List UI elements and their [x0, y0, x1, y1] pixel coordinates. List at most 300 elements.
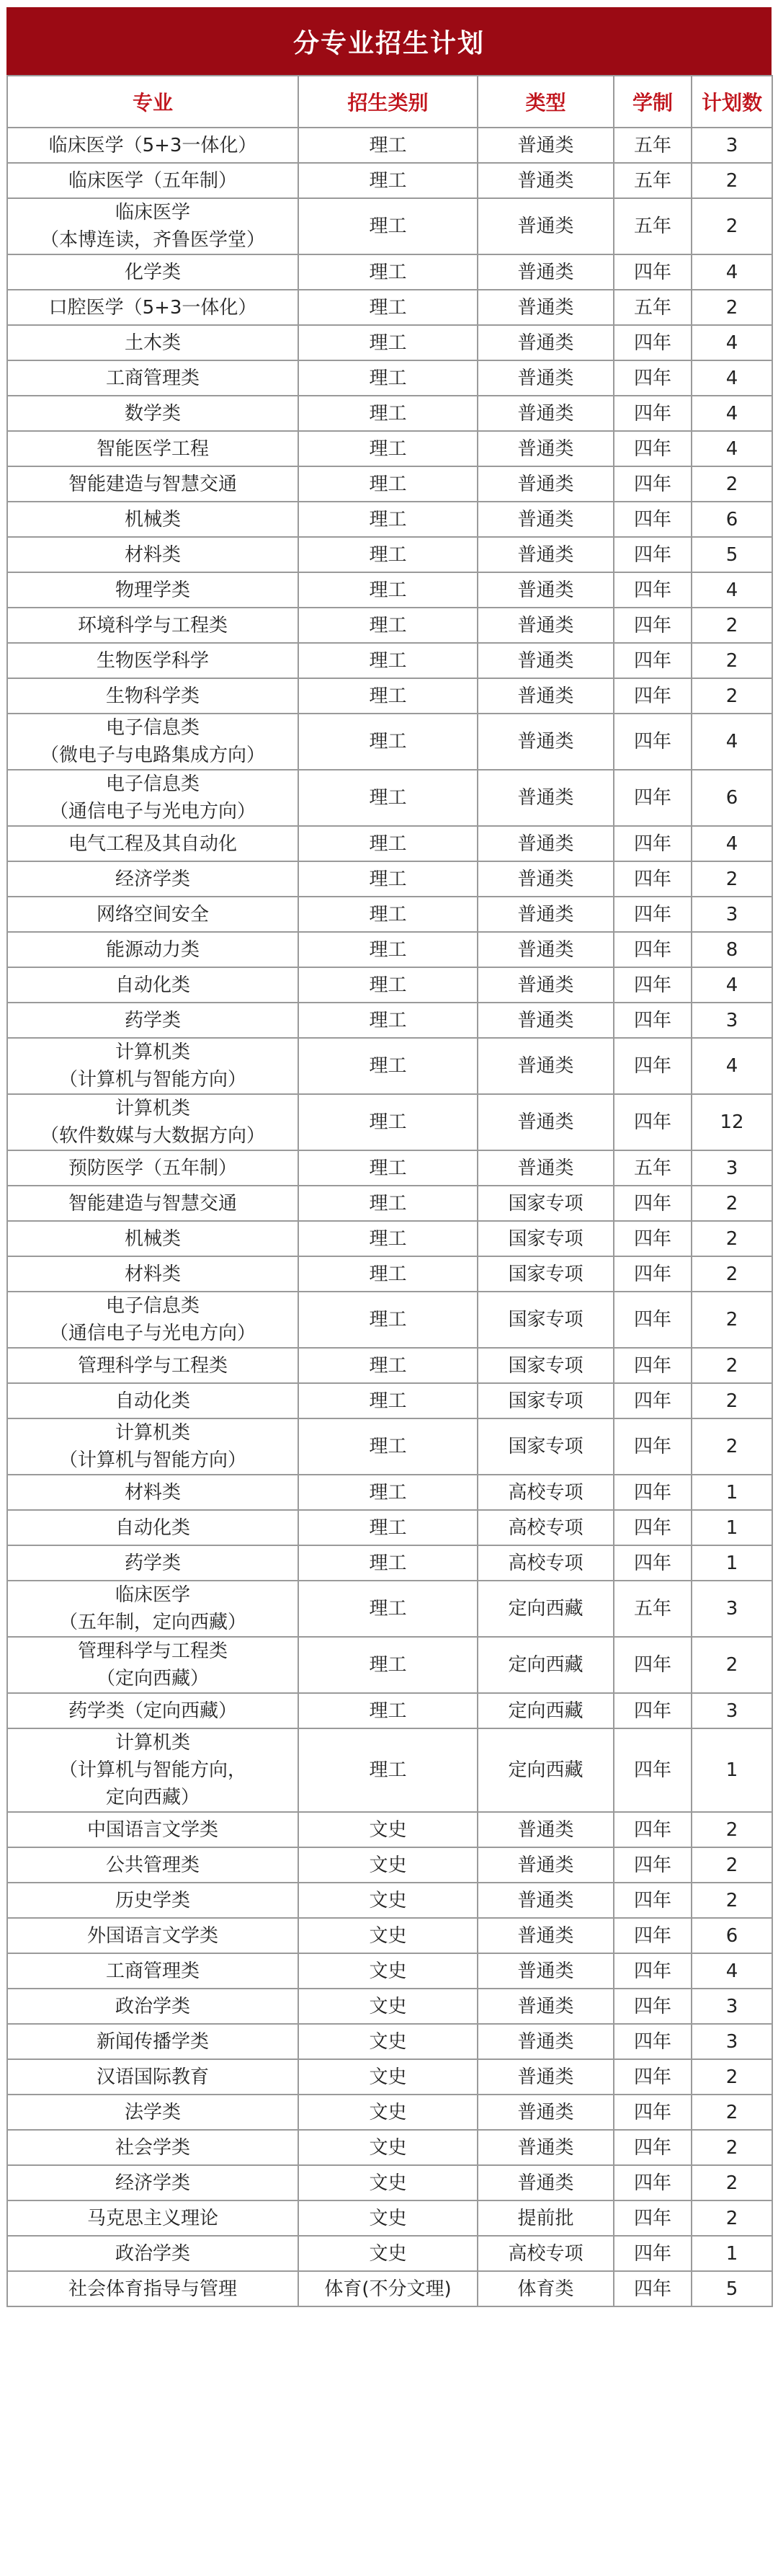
table-row	[7, 290, 772, 325]
plan-count-cell: 4	[692, 396, 772, 431]
category-cell: 文史	[298, 1989, 478, 2024]
plan-count-cell: 3	[692, 1581, 772, 1637]
duration-cell: 四年	[614, 1292, 692, 1348]
category-cell: 文史	[298, 2059, 478, 2095]
duration-cell: 四年	[614, 1186, 692, 1221]
table-row	[7, 396, 772, 431]
major-cell: 机械类	[7, 502, 298, 537]
duration-cell: 四年	[614, 572, 692, 608]
type-cell: 普通类	[478, 1953, 614, 1989]
table-row	[7, 608, 772, 643]
table-row	[7, 2165, 772, 2200]
type-cell: 普通类	[478, 826, 614, 861]
plan-count-cell: 2	[692, 1256, 772, 1292]
category-cell: 理工	[298, 643, 478, 678]
plan-count-cell: 4	[692, 431, 772, 466]
table-row	[7, 2271, 772, 2306]
duration-cell: 四年	[614, 1693, 692, 1728]
category-cell: 理工	[298, 932, 478, 967]
category-cell: 文史	[298, 1918, 478, 1953]
plan-count-cell: 2	[692, 678, 772, 714]
table-row	[7, 1812, 772, 1847]
table-row	[7, 502, 772, 537]
category-cell: 理工	[298, 770, 478, 826]
category-cell: 文史	[298, 2095, 478, 2130]
plan-count-cell: 2	[692, 1418, 772, 1475]
duration-cell: 四年	[614, 1094, 692, 1150]
type-cell: 国家专项	[478, 1418, 614, 1475]
category-cell: 理工	[298, 254, 478, 290]
table-row	[7, 128, 772, 163]
type-cell: 普通类	[478, 537, 614, 572]
type-cell: 普通类	[478, 1094, 614, 1150]
table-row	[7, 325, 772, 360]
major-cell: 材料类	[7, 1475, 298, 1510]
category-cell: 文史	[298, 2200, 478, 2236]
category-cell: 文史	[298, 2130, 478, 2165]
table-row	[7, 198, 772, 254]
plan-count-cell: 4	[692, 1038, 772, 1094]
major-cell: 工商管理类	[7, 360, 298, 396]
table-row	[7, 1728, 772, 1812]
duration-cell: 五年	[614, 1150, 692, 1186]
category-cell: 文史	[298, 1953, 478, 1989]
type-cell: 普通类	[478, 1812, 614, 1847]
table-row	[7, 967, 772, 1003]
category-cell: 理工	[298, 826, 478, 861]
type-cell: 普通类	[478, 643, 614, 678]
table-row	[7, 2130, 772, 2165]
plan-count-cell: 3	[692, 1989, 772, 2024]
major-cell: 经济学类	[7, 2165, 298, 2200]
category-cell: 理工	[298, 290, 478, 325]
duration-cell: 四年	[614, 2236, 692, 2271]
type-cell: 体育类	[478, 2271, 614, 2306]
category-cell: 理工	[298, 198, 478, 254]
category-cell: 文史	[298, 1847, 478, 1883]
plan-count-cell: 4	[692, 826, 772, 861]
duration-cell: 四年	[614, 967, 692, 1003]
plan-count-cell: 2	[692, 466, 772, 502]
duration-cell: 四年	[614, 1510, 692, 1545]
type-cell: 普通类	[478, 861, 614, 897]
plan-count-cell: 6	[692, 502, 772, 537]
major-cell: 计算机类 （计算机与智能方向， 定向西藏）	[7, 1728, 298, 1812]
duration-cell: 四年	[614, 643, 692, 678]
type-cell: 普通类	[478, 290, 614, 325]
type-cell: 高校专项	[478, 1475, 614, 1510]
major-cell: 临床医学（5+3一体化）	[7, 128, 298, 163]
table-row	[7, 1150, 772, 1186]
plan-count-cell: 4	[692, 1953, 772, 1989]
type-cell: 普通类	[478, 714, 614, 770]
duration-cell: 四年	[614, 2200, 692, 2236]
duration-cell: 五年	[614, 128, 692, 163]
header-plan: 计划数	[692, 76, 772, 128]
type-cell: 普通类	[478, 572, 614, 608]
category-cell: 理工	[298, 1637, 478, 1693]
table-row	[7, 1693, 772, 1728]
major-cell: 计算机类 （软件数媒与大数据方向）	[7, 1094, 298, 1150]
category-cell: 理工	[298, 1418, 478, 1475]
duration-cell: 四年	[614, 1953, 692, 1989]
duration-cell: 四年	[614, 714, 692, 770]
plan-count-cell: 4	[692, 360, 772, 396]
duration-cell: 四年	[614, 396, 692, 431]
category-cell: 理工	[298, 502, 478, 537]
major-cell: 药学类（定向西藏）	[7, 1693, 298, 1728]
plan-count-cell: 5	[692, 2271, 772, 2306]
category-cell: 理工	[298, 1348, 478, 1383]
duration-cell: 四年	[614, 1728, 692, 1812]
major-cell: 材料类	[7, 537, 298, 572]
category-cell: 理工	[298, 466, 478, 502]
major-cell: 临床医学（五年制）	[7, 163, 298, 198]
type-cell: 定向西藏	[478, 1637, 614, 1693]
duration-cell: 四年	[614, 2165, 692, 2200]
category-cell: 理工	[298, 1256, 478, 1292]
duration-cell: 四年	[614, 1221, 692, 1256]
major-cell: 汉语国际教育	[7, 2059, 298, 2095]
duration-cell: 五年	[614, 290, 692, 325]
table-row	[7, 1581, 772, 1637]
duration-cell: 四年	[614, 1637, 692, 1693]
major-cell: 外国语言文学类	[7, 1918, 298, 1953]
table-row	[7, 861, 772, 897]
plan-count-cell: 4	[692, 967, 772, 1003]
type-cell: 普通类	[478, 1038, 614, 1094]
duration-cell: 四年	[614, 1989, 692, 2024]
type-cell: 普通类	[478, 1150, 614, 1186]
type-cell: 普通类	[478, 897, 614, 932]
table-row	[7, 770, 772, 826]
type-cell: 普通类	[478, 1847, 614, 1883]
major-cell: 口腔医学（5+3一体化）	[7, 290, 298, 325]
type-cell: 国家专项	[478, 1348, 614, 1383]
category-cell: 理工	[298, 431, 478, 466]
category-cell: 理工	[298, 360, 478, 396]
type-cell: 高校专项	[478, 2236, 614, 2271]
category-cell: 文史	[298, 2236, 478, 2271]
table-row	[7, 1883, 772, 1918]
duration-cell: 五年	[614, 198, 692, 254]
plan-count-cell: 2	[692, 643, 772, 678]
duration-cell: 四年	[614, 2130, 692, 2165]
plan-count-cell: 2	[692, 1883, 772, 1918]
table-row	[7, 1418, 772, 1475]
category-cell: 理工	[298, 608, 478, 643]
plan-count-cell: 12	[692, 1094, 772, 1150]
header-major: 专业	[7, 76, 298, 128]
table-row	[7, 163, 772, 198]
type-cell: 定向西藏	[478, 1728, 614, 1812]
major-cell: 自动化类	[7, 967, 298, 1003]
plan-count-cell: 1	[692, 2236, 772, 2271]
duration-cell: 四年	[614, 1475, 692, 1510]
plan-count-cell: 1	[692, 1728, 772, 1812]
major-cell: 经济学类	[7, 861, 298, 897]
type-cell: 普通类	[478, 1883, 614, 1918]
duration-cell: 四年	[614, 325, 692, 360]
duration-cell: 五年	[614, 1581, 692, 1637]
duration-cell: 四年	[614, 1847, 692, 1883]
duration-cell: 四年	[614, 1003, 692, 1038]
major-cell: 历史学类	[7, 1883, 298, 1918]
plan-count-cell: 4	[692, 254, 772, 290]
plan-count-cell: 2	[692, 1383, 772, 1418]
type-cell: 国家专项	[478, 1256, 614, 1292]
plan-count-cell: 2	[692, 2059, 772, 2095]
type-cell: 普通类	[478, 466, 614, 502]
table-row	[7, 1221, 772, 1256]
category-cell: 理工	[298, 325, 478, 360]
category-cell: 理工	[298, 1475, 478, 1510]
duration-cell: 四年	[614, 2059, 692, 2095]
major-cell: 临床医学 （本博连读，齐鲁医学堂）	[7, 198, 298, 254]
major-cell: 电子信息类 （通信电子与光电方向）	[7, 1292, 298, 1348]
type-cell: 普通类	[478, 163, 614, 198]
major-cell: 智能建造与智慧交通	[7, 1186, 298, 1221]
enrollment-plan-table	[6, 75, 773, 2307]
major-cell: 智能建造与智慧交通	[7, 466, 298, 502]
major-cell: 材料类	[7, 1256, 298, 1292]
category-cell: 理工	[298, 1003, 478, 1038]
plan-count-cell: 8	[692, 932, 772, 967]
table-row	[7, 1383, 772, 1418]
plan-count-cell: 4	[692, 714, 772, 770]
major-cell: 药学类	[7, 1545, 298, 1581]
plan-count-cell: 2	[692, 2130, 772, 2165]
type-cell: 普通类	[478, 932, 614, 967]
table-row	[7, 2200, 772, 2236]
category-cell: 理工	[298, 1038, 478, 1094]
major-cell: 预防医学（五年制）	[7, 1150, 298, 1186]
plan-count-cell: 6	[692, 1918, 772, 1953]
header-category: 招生类别	[298, 76, 478, 128]
type-cell: 普通类	[478, 2165, 614, 2200]
table-row	[7, 360, 772, 396]
duration-cell: 四年	[614, 1383, 692, 1418]
duration-cell: 四年	[614, 932, 692, 967]
category-cell: 理工	[298, 967, 478, 1003]
type-cell: 国家专项	[478, 1383, 614, 1418]
table-row	[7, 1637, 772, 1693]
plan-count-cell: 2	[692, 608, 772, 643]
plan-count-cell: 3	[692, 897, 772, 932]
major-cell: 自动化类	[7, 1510, 298, 1545]
major-cell: 马克思主义理论	[7, 2200, 298, 2236]
type-cell: 普通类	[478, 967, 614, 1003]
major-cell: 物理学类	[7, 572, 298, 608]
duration-cell: 四年	[614, 861, 692, 897]
duration-cell: 四年	[614, 1812, 692, 1847]
table-row	[7, 2095, 772, 2130]
duration-cell: 四年	[614, 431, 692, 466]
category-cell: 理工	[298, 128, 478, 163]
category-cell: 理工	[298, 1581, 478, 1637]
plan-count-cell: 3	[692, 1693, 772, 1728]
duration-cell: 四年	[614, 1545, 692, 1581]
table-row	[7, 714, 772, 770]
major-cell: 管理科学与工程类	[7, 1348, 298, 1383]
type-cell: 普通类	[478, 1989, 614, 2024]
plan-count-cell: 2	[692, 1186, 772, 1221]
major-cell: 政治学类	[7, 2236, 298, 2271]
type-cell: 普通类	[478, 502, 614, 537]
type-cell: 普通类	[478, 198, 614, 254]
type-cell: 普通类	[478, 431, 614, 466]
plan-count-cell: 4	[692, 325, 772, 360]
table-title: 分专业招生计划	[6, 7, 772, 75]
table-row	[7, 643, 772, 678]
duration-cell: 四年	[614, 1918, 692, 1953]
plan-count-cell: 2	[692, 1348, 772, 1383]
duration-cell: 五年	[614, 163, 692, 198]
duration-cell: 四年	[614, 2095, 692, 2130]
duration-cell: 四年	[614, 1038, 692, 1094]
duration-cell: 四年	[614, 770, 692, 826]
plan-count-cell: 1	[692, 1475, 772, 1510]
major-cell: 药学类	[7, 1003, 298, 1038]
major-cell: 政治学类	[7, 1989, 298, 2024]
table-row	[7, 1003, 772, 1038]
type-cell: 普通类	[478, 1918, 614, 1953]
category-cell: 理工	[298, 1221, 478, 1256]
category-cell: 理工	[298, 714, 478, 770]
table-row	[7, 2236, 772, 2271]
duration-cell: 四年	[614, 537, 692, 572]
type-cell: 普通类	[478, 2095, 614, 2130]
major-cell: 机械类	[7, 1221, 298, 1256]
table-body	[7, 128, 772, 2306]
table-row	[7, 1038, 772, 1094]
header-row	[7, 76, 772, 128]
major-cell: 社会学类	[7, 2130, 298, 2165]
table-row	[7, 1292, 772, 1348]
type-cell: 高校专项	[478, 1545, 614, 1581]
duration-cell: 四年	[614, 1883, 692, 1918]
category-cell: 理工	[298, 678, 478, 714]
type-cell: 普通类	[478, 770, 614, 826]
type-cell: 国家专项	[478, 1292, 614, 1348]
plan-count-cell: 2	[692, 1292, 772, 1348]
type-cell: 定向西藏	[478, 1693, 614, 1728]
table-row	[7, 1918, 772, 1953]
duration-cell: 四年	[614, 608, 692, 643]
major-cell: 化学类	[7, 254, 298, 290]
duration-cell: 四年	[614, 826, 692, 861]
plan-count-cell: 3	[692, 1150, 772, 1186]
header-duration: 学制	[614, 76, 692, 128]
plan-count-cell: 2	[692, 290, 772, 325]
table-row	[7, 932, 772, 967]
major-cell: 网络空间安全	[7, 897, 298, 932]
major-cell: 社会体育指导与管理	[7, 2271, 298, 2306]
category-cell: 理工	[298, 1186, 478, 1221]
plan-count-cell: 2	[692, 2165, 772, 2200]
type-cell: 普通类	[478, 360, 614, 396]
duration-cell: 四年	[614, 254, 692, 290]
category-cell: 理工	[298, 861, 478, 897]
table-row	[7, 1847, 772, 1883]
category-cell: 理工	[298, 396, 478, 431]
table-row	[7, 537, 772, 572]
duration-cell: 四年	[614, 502, 692, 537]
table-row	[7, 1094, 772, 1150]
duration-cell: 四年	[614, 1256, 692, 1292]
type-cell: 提前批	[478, 2200, 614, 2236]
category-cell: 理工	[298, 1292, 478, 1348]
major-cell: 管理科学与工程类 （定向西藏）	[7, 1637, 298, 1693]
major-cell: 法学类	[7, 2095, 298, 2130]
major-cell: 计算机类 （计算机与智能方向）	[7, 1038, 298, 1094]
major-cell: 智能医学工程	[7, 431, 298, 466]
major-cell: 工商管理类	[7, 1953, 298, 1989]
table-row	[7, 1186, 772, 1221]
plan-count-cell: 2	[692, 1812, 772, 1847]
table-row	[7, 1953, 772, 1989]
duration-cell: 四年	[614, 678, 692, 714]
category-cell: 文史	[298, 1812, 478, 1847]
table-row	[7, 1475, 772, 1510]
table-row	[7, 431, 772, 466]
table-row	[7, 2059, 772, 2095]
category-cell: 理工	[298, 1728, 478, 1812]
category-cell: 理工	[298, 163, 478, 198]
plan-count-cell: 2	[692, 198, 772, 254]
type-cell: 普通类	[478, 325, 614, 360]
table-row	[7, 1545, 772, 1581]
table-row	[7, 1510, 772, 1545]
duration-cell: 四年	[614, 1348, 692, 1383]
category-cell: 理工	[298, 1510, 478, 1545]
duration-cell: 四年	[614, 2024, 692, 2059]
category-cell: 体育(不分文理)	[298, 2271, 478, 2306]
table-row	[7, 572, 772, 608]
major-cell: 生物科学类	[7, 678, 298, 714]
type-cell: 国家专项	[478, 1186, 614, 1221]
type-cell: 定向西藏	[478, 1581, 614, 1637]
table-row	[7, 678, 772, 714]
category-cell: 理工	[298, 537, 478, 572]
type-cell: 普通类	[478, 1003, 614, 1038]
plan-count-cell: 2	[692, 163, 772, 198]
table-row	[7, 466, 772, 502]
table-row	[7, 254, 772, 290]
major-cell: 中国语言文学类	[7, 1812, 298, 1847]
plan-count-cell: 4	[692, 572, 772, 608]
plan-count-cell: 1	[692, 1545, 772, 1581]
duration-cell: 四年	[614, 897, 692, 932]
major-cell: 数学类	[7, 396, 298, 431]
duration-cell: 四年	[614, 1418, 692, 1475]
plan-count-cell: 2	[692, 2095, 772, 2130]
type-cell: 普通类	[478, 608, 614, 643]
plan-count-cell: 3	[692, 2024, 772, 2059]
major-cell: 电子信息类 （通信电子与光电方向）	[7, 770, 298, 826]
plan-count-cell: 2	[692, 1221, 772, 1256]
table-row	[7, 826, 772, 861]
type-cell: 国家专项	[478, 1221, 614, 1256]
duration-cell: 四年	[614, 466, 692, 502]
type-cell: 普通类	[478, 254, 614, 290]
plan-count-cell: 2	[692, 1847, 772, 1883]
table-row	[7, 1989, 772, 2024]
plan-count-cell: 3	[692, 1003, 772, 1038]
plan-count-cell: 2	[692, 861, 772, 897]
category-cell: 理工	[298, 1383, 478, 1418]
type-cell: 高校专项	[478, 1510, 614, 1545]
